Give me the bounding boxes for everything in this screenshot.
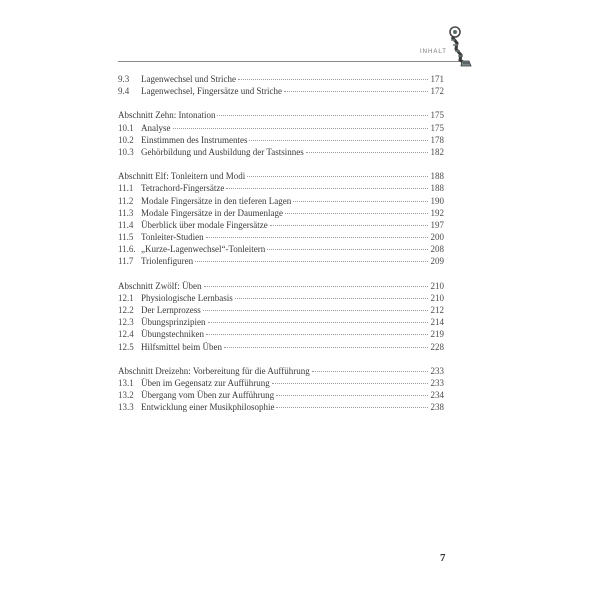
entry-page: 188 xyxy=(430,183,444,194)
toc-group xyxy=(118,73,444,97)
dot-leader xyxy=(293,201,428,202)
entry-number: 11.1 xyxy=(118,183,134,194)
entry-title: Übergang vom Üben zur Aufführung xyxy=(141,390,275,401)
toc-entry[interactable] xyxy=(118,73,444,85)
dot-leader xyxy=(247,176,428,177)
entry-number: 10.1 xyxy=(118,122,134,133)
toc-group xyxy=(118,365,444,414)
page-number: 7 xyxy=(440,552,446,564)
toc-entry[interactable] xyxy=(118,243,444,255)
toc-entry[interactable] xyxy=(118,401,444,413)
section-page: 175 xyxy=(430,110,444,121)
dot-leader xyxy=(276,395,428,396)
section-title: Abschnitt Zehn: Intonation xyxy=(118,110,216,121)
dot-leader xyxy=(224,347,428,348)
dot-leader xyxy=(208,322,429,323)
entry-title: Übungstechniken xyxy=(141,329,204,340)
dot-leader xyxy=(270,225,428,226)
entry-title: Triolenfiguren xyxy=(141,256,194,267)
entry-page: 192 xyxy=(430,207,444,218)
dot-leader xyxy=(195,261,428,262)
entry-number: 12.5 xyxy=(118,341,134,352)
toc-group xyxy=(118,280,444,353)
entry-number: 12.4 xyxy=(118,329,134,340)
entry-number: 13.3 xyxy=(118,402,134,413)
entry-page: 214 xyxy=(430,317,444,328)
dot-leader xyxy=(284,91,428,92)
entry-page: 178 xyxy=(430,134,444,145)
entry-title: Einstimmen des Instrumentes xyxy=(141,134,248,145)
toc-group xyxy=(118,170,444,268)
entry-page: 182 xyxy=(430,146,444,157)
entry-page: 210 xyxy=(430,292,444,303)
section-page: 233 xyxy=(430,365,444,376)
entry-title: Modale Fingersätze in den tieferen Lagen xyxy=(141,195,292,206)
dot-leader xyxy=(267,249,428,250)
dot-leader xyxy=(238,79,428,80)
dot-leader xyxy=(235,298,428,299)
section-title: Abschnitt Zwölf: Üben xyxy=(118,280,202,291)
dot-leader xyxy=(249,140,428,141)
toc-section-heading[interactable] xyxy=(118,365,444,377)
entry-page: 171 xyxy=(430,74,444,84)
dot-leader xyxy=(204,286,429,287)
entry-title: Überblick über modale Fingersätze xyxy=(141,219,268,230)
dot-leader xyxy=(312,371,428,372)
entry-page: 209 xyxy=(430,256,444,267)
entry-title: Tetrachord-Fingersätze xyxy=(141,183,225,194)
entry-number: 11.4 xyxy=(118,219,134,230)
entry-title: Übungsprinzipien xyxy=(141,317,206,328)
entry-number: 12.2 xyxy=(118,305,134,315)
entry-page: 233 xyxy=(430,377,444,388)
entry-page: 197 xyxy=(430,219,444,230)
dot-leader xyxy=(173,128,429,129)
toc-entry[interactable] xyxy=(118,292,444,304)
dot-leader xyxy=(217,115,428,116)
toc-entry[interactable] xyxy=(118,341,444,353)
toc-entry[interactable] xyxy=(118,231,444,243)
entry-page: 212 xyxy=(430,305,444,315)
toc-entry[interactable] xyxy=(118,207,444,219)
toc-entry[interactable] xyxy=(118,182,444,194)
toc-entry[interactable] xyxy=(118,389,444,401)
dot-leader xyxy=(272,383,428,384)
header-rule xyxy=(118,61,464,62)
entry-title: Hilfsmittel beim Üben xyxy=(141,341,222,352)
entry-page: 200 xyxy=(430,232,444,243)
dot-leader xyxy=(276,407,428,408)
entry-title: Analyse xyxy=(141,122,171,133)
entry-number: 11.6. xyxy=(118,244,136,255)
entry-page: 208 xyxy=(430,244,444,255)
entry-title: Tonleiter-Studien xyxy=(141,232,204,243)
entry-page: 219 xyxy=(430,329,444,340)
toc-entry[interactable] xyxy=(118,255,444,267)
dot-leader xyxy=(285,213,428,214)
entry-number: 10.3 xyxy=(118,146,134,157)
entry-number: 11.7 xyxy=(118,256,134,267)
table-of-contents xyxy=(118,73,444,426)
entry-page: 190 xyxy=(430,195,444,206)
section-title: Abschnitt Elf: Tonleitern und Modi xyxy=(118,171,246,182)
entry-page: 238 xyxy=(430,402,444,413)
toc-entry[interactable] xyxy=(118,316,444,328)
dot-leader xyxy=(203,310,428,311)
entry-title: Üben im Gegensatz zur Aufführung xyxy=(141,377,270,388)
section-title: Abschnitt Dreizehn: Vorbereitung für die Aufführung xyxy=(118,365,310,376)
cello-scroll-icon xyxy=(447,25,473,67)
entry-number: 10.2 xyxy=(118,134,134,145)
entry-title: Modale Fingersätze in der Daumenlage xyxy=(141,207,283,218)
toc-entry[interactable] xyxy=(118,122,444,134)
entry-number: 12.3 xyxy=(118,317,134,328)
entry-title: Lagenwechsel und Striche xyxy=(141,74,236,84)
entry-number: 13.2 xyxy=(118,390,134,401)
entry-page: 175 xyxy=(430,122,444,133)
toc-entry[interactable] xyxy=(118,328,444,340)
toc-entry[interactable] xyxy=(118,146,444,158)
entry-title: Lagenwechsel, Fingersätze und Striche xyxy=(141,86,282,97)
entry-page: 234 xyxy=(430,390,444,401)
toc-entry[interactable] xyxy=(118,304,444,316)
dot-leader xyxy=(206,334,428,335)
entry-page: 228 xyxy=(430,341,444,352)
toc-section-heading[interactable] xyxy=(118,109,444,121)
section-page: 210 xyxy=(430,280,444,291)
running-header-label: INHALT xyxy=(420,49,447,55)
entry-number: 11.2 xyxy=(118,195,134,206)
toc-entry[interactable] xyxy=(118,85,444,97)
dot-leader xyxy=(226,188,428,189)
entry-number: 9.4 xyxy=(118,86,130,97)
toc-entry[interactable] xyxy=(118,377,444,389)
entry-number: 9.3 xyxy=(118,74,130,84)
entry-page: 172 xyxy=(430,86,444,97)
entry-title: Entwicklung einer Musikphilosophie xyxy=(141,402,275,413)
toc-entry[interactable] xyxy=(118,134,444,146)
dot-leader xyxy=(206,237,428,238)
entry-number: 11.3 xyxy=(118,207,134,218)
dot-leader xyxy=(306,152,428,153)
toc-entry[interactable] xyxy=(118,219,444,231)
entry-number: 13.1 xyxy=(118,377,134,388)
entry-number: 11.5 xyxy=(118,232,134,243)
section-page: 188 xyxy=(430,171,444,182)
toc-section-heading[interactable] xyxy=(118,280,444,292)
entry-number: 12.1 xyxy=(118,292,134,303)
toc-group xyxy=(118,109,444,158)
entry-title: „Kurze-Lagenwechsel“-Tonleitern xyxy=(141,244,266,255)
toc-entry[interactable] xyxy=(118,195,444,207)
entry-title: Physiologische Lernbasis xyxy=(141,292,233,303)
entry-title: Der Lernprozess xyxy=(141,305,201,315)
entry-title: Gehörbildung und Ausbildung der Tastsinnes xyxy=(141,146,304,157)
toc-section-heading[interactable] xyxy=(118,170,444,182)
